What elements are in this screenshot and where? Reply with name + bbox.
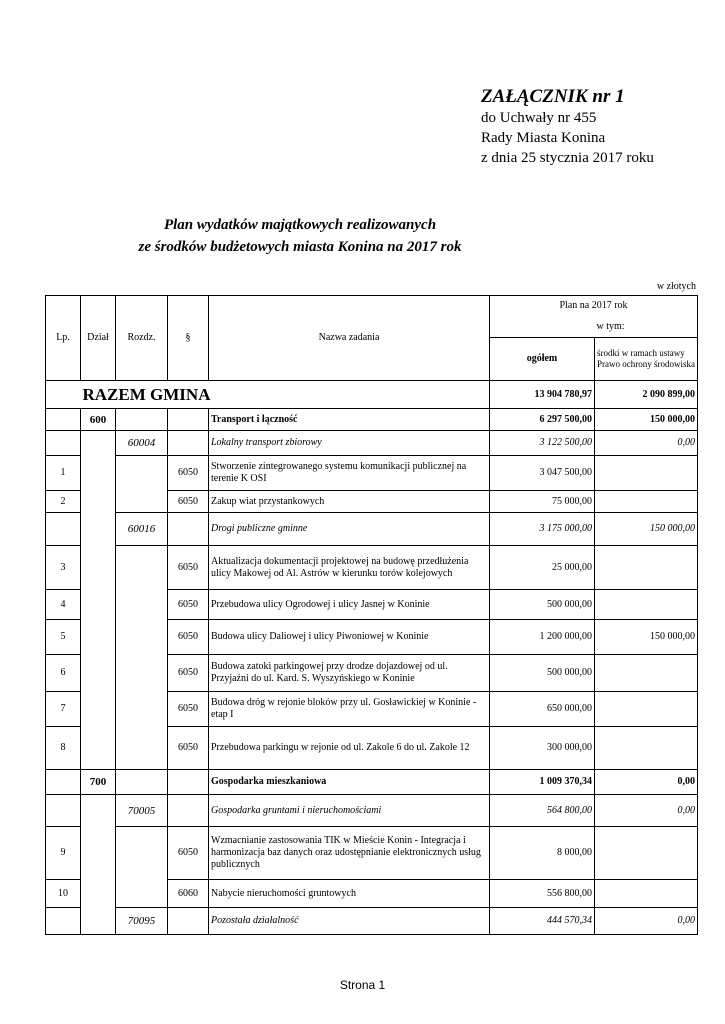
row-lp: 2 <box>46 491 81 513</box>
expenditure-table <box>45 295 698 935</box>
rozdz-code: 60004 <box>116 431 168 456</box>
header-task-name: Nazwa zadania <box>209 296 490 381</box>
dzial-srodki: 150 000,00 <box>595 409 698 431</box>
rozdz-srodki: 150 000,00 <box>595 513 698 546</box>
row-lp: 1 <box>46 456 81 491</box>
rozdz-ogolem: 3 175 000,00 <box>490 513 595 546</box>
row-ogolem: 75 000,00 <box>490 491 595 513</box>
header-ogolem: ogółem <box>490 338 595 381</box>
total-label: RAZEM GMINA <box>81 381 490 409</box>
rozdz-name: Gospodarka gruntami i nieruchomościami <box>209 795 490 827</box>
document-title: Plan wydatków majątkowych realizowanych ze środków budżetowych miasta Konina na 2017 rok <box>138 217 462 255</box>
row-paragraph: 6050 <box>168 655 209 692</box>
row-paragraph: 6050 <box>168 491 209 513</box>
page-number: Strona 1 <box>339 978 386 992</box>
row-task-name: Wzmacnianie zastosowania TIK w Mieście Konin - Integracja i harmonizacja baz danych oraz udostępnianie elektronicznych usług publicznych <box>209 827 490 880</box>
subsection-row <box>46 908 698 935</box>
table-row <box>46 546 698 590</box>
row-lp: 5 <box>46 620 81 655</box>
row-lp: 7 <box>46 692 81 727</box>
row-task-name: Stworzenie zintegrowanego systemu komunikacji publicznej na terenie K OSI <box>209 456 490 491</box>
dzial-ogolem: 1 009 370,34 <box>490 770 595 795</box>
row-lp: 4 <box>46 590 81 620</box>
row-srodki <box>595 590 698 620</box>
row-ogolem: 3 047 500,00 <box>490 456 595 491</box>
header-rozdz: Rozdz. <box>116 296 168 381</box>
total-srodki: 2 090 899,00 <box>595 381 698 409</box>
row-paragraph: 6060 <box>168 880 209 908</box>
rozdz-name: Lokalny transport zbiorowy <box>209 431 490 456</box>
row-ogolem: 500 000,00 <box>490 655 595 692</box>
rozdz-ogolem: 564 800,00 <box>490 795 595 827</box>
dzial-code: 700 <box>81 770 116 795</box>
row-ogolem: 500 000,00 <box>490 590 595 620</box>
rozdz-code: 70005 <box>116 795 168 827</box>
row-paragraph: 6050 <box>168 590 209 620</box>
row-ogolem: 556 800,00 <box>490 880 595 908</box>
section-row <box>46 409 698 431</box>
dzial-name: Gospodarka mieszkaniowa <box>209 770 490 795</box>
row-srodki <box>595 827 698 880</box>
row-lp: 9 <box>46 827 81 880</box>
total-row <box>46 381 698 409</box>
resolution-number: do Uchwały nr 455 <box>481 110 597 126</box>
header-lp: Lp. <box>46 296 81 381</box>
row-ogolem: 1 200 000,00 <box>490 620 595 655</box>
row-srodki <box>595 546 698 590</box>
rozdz-name: Drogi publiczne gminne <box>209 513 490 546</box>
currency-unit: w złotych <box>656 281 696 292</box>
row-srodki <box>595 491 698 513</box>
header-paragraph: § <box>168 296 209 381</box>
row-srodki <box>595 456 698 491</box>
row-ogolem: 25 000,00 <box>490 546 595 590</box>
header-srodki: środki w ramach ustawy Prawo ochrony środowiska <box>595 338 698 381</box>
row-task-name: Aktualizacja dokumentacji projektowej na budowę przedłużenia ulicy Makowej od Al. Astrów w kierunku torów kolejowych <box>209 546 490 590</box>
row-lp: 3 <box>46 546 81 590</box>
row-task-name: Przebudowa ulicy Ogrodowej i ulicy Jasnej w Koninie <box>209 590 490 620</box>
row-lp: 6 <box>46 655 81 692</box>
table-row <box>46 880 698 908</box>
row-ogolem: 650 000,00 <box>490 692 595 727</box>
rozdz-srodki: 0,00 <box>595 431 698 456</box>
rozdz-name: Pozostała działalność <box>209 908 490 935</box>
attachment-title: ZAŁĄCZNIK nr 1 <box>481 86 625 107</box>
dzial-ogolem: 6 297 500,00 <box>490 409 595 431</box>
rozdz-code: 70095 <box>116 908 168 935</box>
row-task-name: Budowa dróg w rejonie bloków przy ul. Gosławickiej w Koninie - etap I <box>209 692 490 727</box>
row-paragraph: 6050 <box>168 827 209 880</box>
row-ogolem: 300 000,00 <box>490 727 595 770</box>
rozdz-srodki: 0,00 <box>595 795 698 827</box>
table-row <box>46 590 698 620</box>
table-row <box>46 692 698 727</box>
rozdz-ogolem: 444 570,34 <box>490 908 595 935</box>
attachment-header <box>481 86 654 168</box>
row-task-name: Budowa ulicy Daliowej i ulicy Piwoniowej w Koninie <box>209 620 490 655</box>
header-plan: Plan na 2017 rok <box>490 296 698 317</box>
row-task-name: Przebudowa parkingu w rejonie od ul. Zakole 6 do ul. Zakole 12 <box>209 727 490 770</box>
header-dzial: Dział <box>81 296 116 381</box>
table-row <box>46 727 698 770</box>
row-paragraph: 6050 <box>168 456 209 491</box>
dzial-srodki: 0,00 <box>595 770 698 795</box>
subsection-row <box>46 795 698 827</box>
subsection-row <box>46 431 698 456</box>
table-row <box>46 491 698 513</box>
rozdz-ogolem: 3 122 500,00 <box>490 431 595 456</box>
row-paragraph: 6050 <box>168 692 209 727</box>
row-lp: 10 <box>46 880 81 908</box>
row-lp: 8 <box>46 727 81 770</box>
row-task-name: Nabycie nieruchomości gruntowych <box>209 880 490 908</box>
row-srodki <box>595 727 698 770</box>
row-srodki <box>595 880 698 908</box>
dzial-code: 600 <box>81 409 116 431</box>
table-row <box>46 655 698 692</box>
row-paragraph: 6050 <box>168 727 209 770</box>
header-w-tym: w tym: <box>595 317 698 338</box>
row-srodki <box>595 692 698 727</box>
row-paragraph: 6050 <box>168 620 209 655</box>
row-paragraph: 6050 <box>168 546 209 590</box>
dzial-name: Transport i łączność <box>209 409 490 431</box>
section-row <box>46 770 698 795</box>
rozdz-srodki: 0,00 <box>595 908 698 935</box>
header-row <box>46 296 698 317</box>
table-row <box>46 456 698 491</box>
table-row <box>46 620 698 655</box>
table-row <box>46 827 698 880</box>
row-ogolem: 8 000,00 <box>490 827 595 880</box>
row-srodki: 150 000,00 <box>595 620 698 655</box>
council-name: Rady Miasta Konina <box>481 130 606 146</box>
total-ogolem: 13 904 780,97 <box>490 381 595 409</box>
rozdz-code: 60016 <box>116 513 168 546</box>
subsection-row <box>46 513 698 546</box>
row-task-name: Budowa zatoki parkingowej przy drodze dojazdowej od ul. Przyjaźni do ul. Kard. S. Wyszyńskiego w Koninie <box>209 655 490 692</box>
row-srodki <box>595 655 698 692</box>
row-task-name: Zakup wiat przystankowych <box>209 491 490 513</box>
resolution-date: z dnia 25 stycznia 2017 roku <box>481 150 654 166</box>
